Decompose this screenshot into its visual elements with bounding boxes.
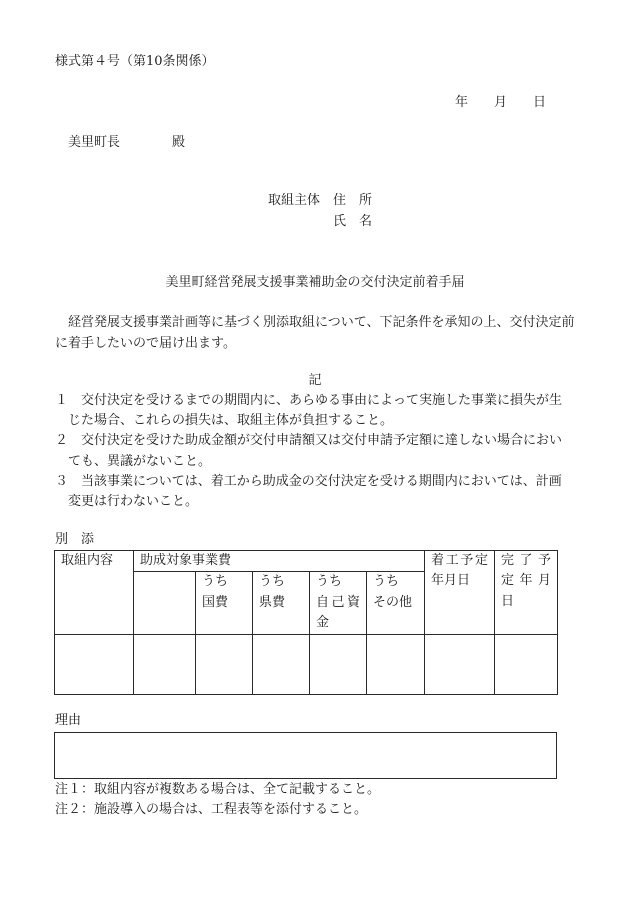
header-completion-date-line: 完了予 — [501, 553, 552, 568]
reason-label: 理由 — [55, 713, 82, 728]
header-national — [196, 572, 253, 634]
header-start-date-line: 着工予定 — [431, 553, 489, 568]
cell-prefectural — [253, 634, 310, 694]
cell-start-date — [425, 634, 495, 694]
header-subsidy-cost — [134, 551, 425, 572]
header-completion-date-line: 日 — [501, 593, 515, 609]
condition-line: じた場合、これらの損失は、取組主体が負担すること。 — [68, 413, 394, 429]
condition-item-2 — [55, 431, 562, 471]
header-own-funds-line: 自己資 — [316, 594, 360, 610]
date-line: 年 月 日 — [455, 95, 547, 110]
cell-subsidy-cost — [134, 634, 196, 694]
attachment-label: 別 添 — [55, 532, 95, 547]
ki-heading: 記 — [308, 373, 322, 388]
conditions-list — [55, 391, 562, 512]
document-title: 美里町経営発展支援事業補助金の交付決定前着手届 — [165, 275, 465, 290]
condition-line: １ 交付決定を受けるまでの期間内に、あらゆる事由によって実施した事業に損失が生 — [55, 393, 563, 408]
header-content — [55, 551, 134, 635]
condition-line: ３ 当該事業については、着工から助成金の交付決定を受ける期間内においては、計画 — [55, 473, 562, 489]
header-own-funds-line: うち — [316, 574, 343, 590]
note-item: 注１：取組内容が複数ある場合は、全て記載すること。 — [55, 782, 381, 797]
header-completion-date — [495, 551, 558, 635]
header-national-line: 国費 — [202, 594, 229, 610]
condition-item-3 — [55, 472, 562, 512]
cell-completion-date — [495, 634, 558, 694]
header-start-date — [425, 551, 495, 635]
header-own-funds-line: 金 — [316, 615, 330, 631]
header-subsidy-total-cell — [134, 572, 196, 634]
cell-national — [196, 634, 253, 694]
header-prefectural — [253, 572, 310, 634]
body-line: 経営発展支援事業計画等に基づく別添取組について、下記条件を承知の上、交付決定前 — [68, 315, 575, 330]
notes — [55, 780, 380, 820]
header-other-line: その他 — [373, 594, 413, 610]
cell-other — [367, 634, 425, 694]
header-subsidy-cost-label: 助成対象事業費 — [140, 553, 232, 568]
cell-own-funds — [310, 634, 367, 694]
note-item: 注２：施設導入の場合は、工程表等を添付すること。 — [55, 802, 368, 817]
applicant-name-label: 氏 名 — [333, 214, 373, 229]
condition-line: 変更は行わないこと。 — [68, 494, 199, 510]
reason-box — [54, 732, 557, 779]
applicant-address-label: 取組主体 住 所 — [268, 193, 373, 208]
condition-item-1 — [55, 391, 562, 431]
header-national-line: うち — [202, 574, 229, 590]
condition-line: ２ 交付決定を受けた助成金額が交付申請額又は交付申請予定額に達しない場合におい — [55, 433, 563, 449]
form-number: 様式第４号（第10条関係） — [55, 54, 215, 69]
header-completion-date-line: 定年月 — [501, 573, 552, 589]
condition-line: ても、異議がないこと。 — [68, 453, 212, 469]
attachment-table — [54, 550, 558, 695]
header-content-label: 取組内容 — [61, 553, 114, 568]
header-other-line: うち — [373, 574, 400, 590]
cell-content — [55, 634, 134, 694]
addressee: 美里町長 殿 — [68, 135, 186, 150]
header-other — [367, 572, 425, 634]
table-header-row — [55, 551, 558, 572]
header-prefectural-line: 県費 — [259, 594, 286, 610]
table-row — [55, 634, 558, 694]
header-own-funds — [310, 572, 367, 634]
header-start-date-line: 年月日 — [431, 573, 471, 589]
body-paragraph — [55, 312, 574, 354]
body-line: に着手したいので届け出ます。 — [55, 336, 236, 351]
header-prefectural-line: うち — [259, 574, 286, 590]
